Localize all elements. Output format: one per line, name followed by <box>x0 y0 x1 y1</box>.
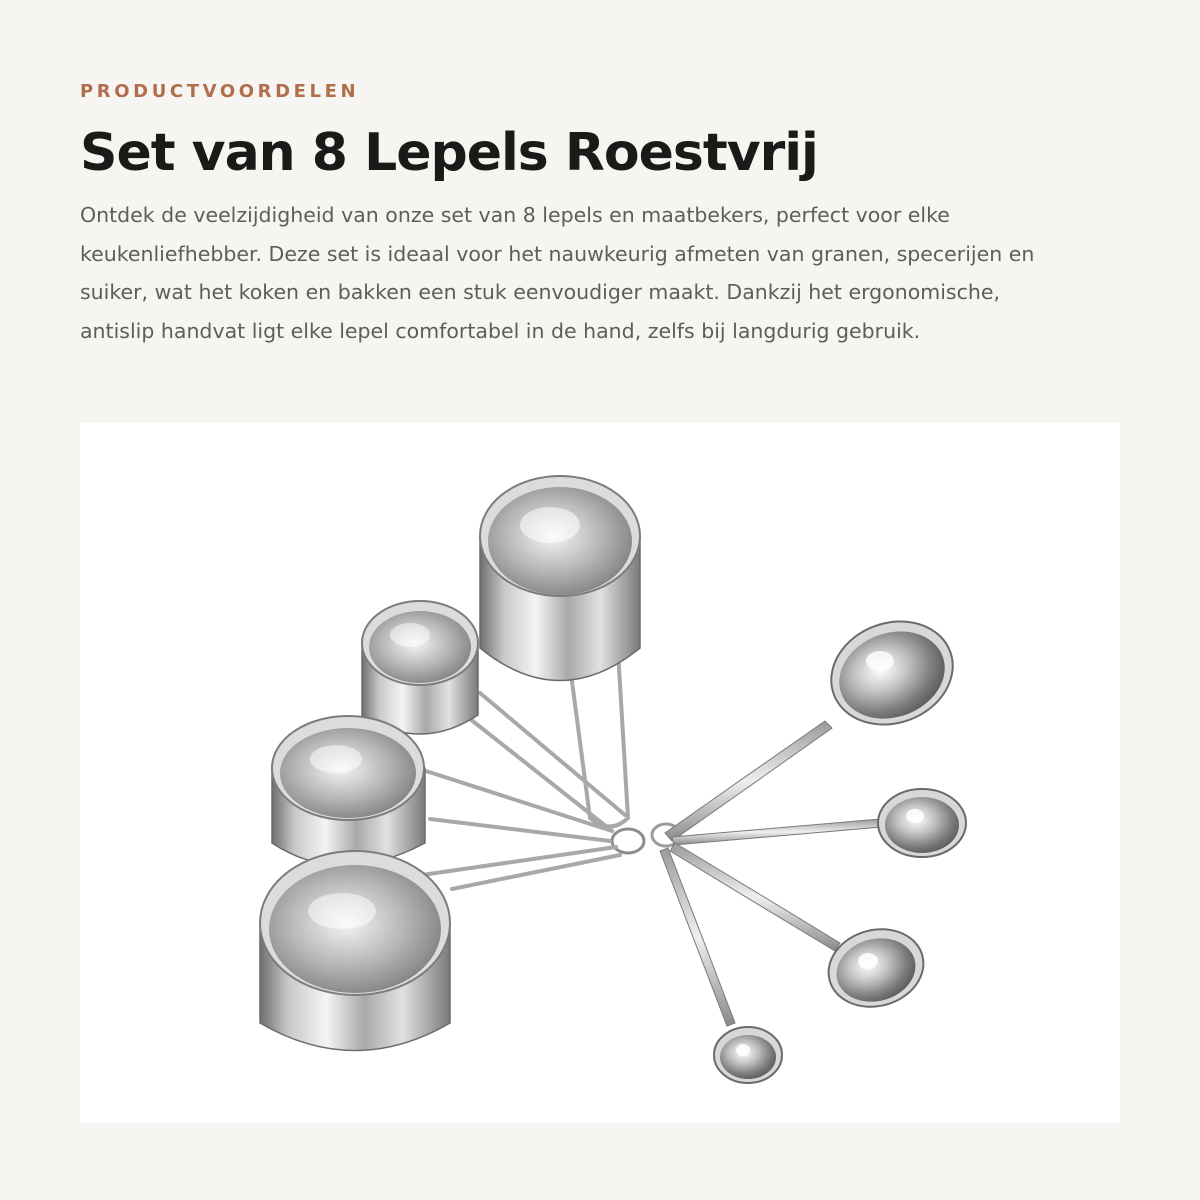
measuring-spoon-quarter-teaspoon <box>714 1027 782 1083</box>
measuring-spoon-half-tablespoon <box>820 919 932 1017</box>
measuring-spoon-tablespoon <box>817 605 968 741</box>
section-title: Set van 8 Lepels Roestvrij <box>80 123 818 183</box>
measuring-cups-and-spoons-image <box>80 423 1120 1123</box>
section-eyebrow: PRODUCTVOORDELEN <box>80 81 360 102</box>
product-image <box>80 423 1120 1123</box>
measuring-cup-medium <box>272 716 425 866</box>
section-description: Ontdek de veelzijdigheid van onze set van 8 lepels en maatbekers, perfect voor elke keukenliefhebber. Deze set is ideaal voor het nauwkeurig afmeten van granen, specerijen en suiker, wat het koken en bakken een stuk eenvoudiger maakt. Dankzij het ergonomische, antislip handvat ligt elke lepel comfortabel in de hand, zelfs bij langdurig gebruik. <box>80 203 1035 343</box>
measuring-cup-small <box>362 601 478 734</box>
measuring-cup-extra-large <box>260 851 450 1051</box>
measuring-spoon-teaspoon <box>878 789 966 857</box>
measuring-cup-large <box>480 476 640 681</box>
